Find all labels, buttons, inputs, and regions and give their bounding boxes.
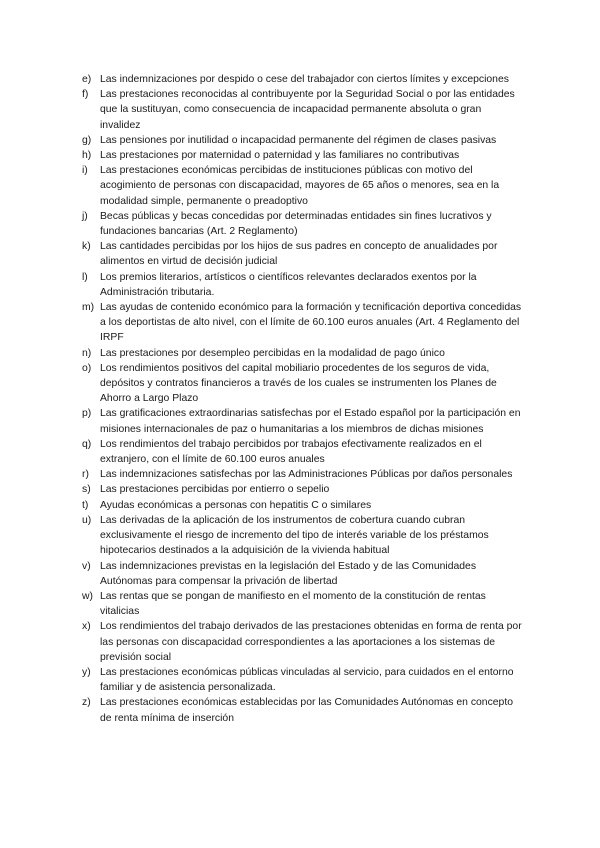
list-item-text: Las prestaciones reconocidas al contribuyente por la Seguridad Social o por las entidades que la sustituyan, como consecuencia de incapacidad permanente absoluta o gran invalidez xyxy=(100,89,515,131)
list-item-marker: l) xyxy=(82,271,88,283)
list-item-text: Ayudas económicas a personas con hepatitis C o similares xyxy=(100,499,372,511)
list-item xyxy=(82,270,522,300)
list-item xyxy=(82,163,522,209)
list-item xyxy=(82,209,522,239)
list-item xyxy=(82,695,522,725)
list-item xyxy=(82,589,522,619)
list-item-marker: v) xyxy=(82,560,91,572)
list-item-text: Las indemnizaciones por despido o cese del trabajador con ciertos límites y excepciones xyxy=(100,74,509,85)
list-item xyxy=(82,513,522,559)
list-item-marker: k) xyxy=(82,241,91,253)
list-item-marker: j) xyxy=(82,210,88,222)
list-item-marker: w) xyxy=(82,590,93,602)
list-item-marker: m) xyxy=(82,302,95,314)
list-item xyxy=(82,619,522,665)
list-item xyxy=(82,665,522,695)
list-item-marker: h) xyxy=(82,150,92,162)
list-item-marker: o) xyxy=(82,362,92,374)
list-item xyxy=(82,467,522,482)
list-item-text: Las prestaciones económicas públicas vinculadas al servicio, para cuidados en el entorno familiar y de asistencia personalizada. xyxy=(100,666,514,694)
list-item xyxy=(82,498,522,513)
list-item-text: Las pensiones por inutilidad o incapacidad permanente del régimen de clases pasivas xyxy=(100,134,497,146)
list-item-text: Las ayudas de contenido económico para la formación y tecnificación deportiva concedidas a los deportistas de alto nivel, con el límite de 60.100 euros anuales (Art. 4 Reglamento del IRPF xyxy=(100,302,522,344)
list-item-text: Los premios literarios, artísticos o científicos relevantes declarados exentos por la Administración tributaria. xyxy=(100,271,477,298)
list-item-text: Becas públicas y becas concedidas por determinadas entidades sin fines lucrativos y fundaciones bancarias (Art. 2 Reglamento) xyxy=(100,210,492,238)
list-item xyxy=(82,482,522,497)
list-item xyxy=(82,437,522,467)
list-item-text: Los rendimientos positivos del capital mobiliario procedentes de los seguros de vida, depósitos y contratos financieros a través de los cuales se instrumenten los Planes de Ahorro a Largo Plazo xyxy=(100,362,497,405)
list-item-marker: t) xyxy=(82,499,89,511)
list-item-marker: s) xyxy=(82,484,91,496)
list-item-marker: z) xyxy=(82,697,91,709)
list-item-text: Las indemnizaciones satisfechas por las Administraciones Públicas por daños personales xyxy=(100,469,513,481)
list-item-text: Las prestaciones por desempleo percibidas en la modalidad de pago único xyxy=(100,347,445,359)
list-item-text: Las gratificaciones extraordinarias satisfechas por el Estado español por la participación en misiones internacionales de paz o humanitarias a los miembros de dichas misiones xyxy=(100,408,521,435)
list-item-text: Las prestaciones económicas percibidas de instituciones públicas con motivo del acogimiento de personas con discapacidad, mayores de 65 años o menores, sea en la modalidad simple, permanente o preadoptivo xyxy=(100,165,500,207)
list-item xyxy=(82,148,522,163)
list-item-marker: n) xyxy=(82,347,92,359)
list-item-marker: g) xyxy=(82,134,92,146)
list-item-text: Las indemnizaciones previstas en la legislación del Estado y de las Comunidades Autónomas para compensar la privación de libertad xyxy=(100,560,477,587)
list-item xyxy=(82,559,522,589)
list-item xyxy=(82,87,522,133)
list-item-marker: x) xyxy=(82,621,91,633)
list-item-text: Las prestaciones percibidas por entierro o sepelio xyxy=(100,484,330,496)
list-item-text: Las prestaciones económicas establecidas por las Comunidades Autónomas en concepto de renta mínima de inserción xyxy=(100,697,513,724)
list-item xyxy=(82,133,522,148)
list-item-marker: i) xyxy=(82,165,88,177)
exemptions-list xyxy=(82,72,522,726)
list-item-text: Las rentas que se pongan de manifiesto en el momento de la constitución de rentas vitalicias xyxy=(100,590,486,618)
list-item xyxy=(82,346,522,361)
list-item-text: Las derivadas de la aplicación de los instrumentos de cobertura cuando cubran exclusivamente el riesgo de incremento del tipo de interés variable de los préstamos hipotecarios destinados a la adquisición de la vivienda habitual xyxy=(100,514,489,557)
list-item-text: Los rendimientos del trabajo percibidos por trabajos efectivamente realizados en el extranjero, con el límite de 60.100 euros anuales xyxy=(100,438,482,466)
list-item xyxy=(82,72,522,87)
list-item xyxy=(82,300,522,346)
list-item-text: Las cantidades percibidas por los hijos de sus padres en concepto de anualidades por alimentos en virtud de decisión judicial xyxy=(100,241,498,268)
list-item xyxy=(82,239,522,269)
list-item-text: Los rendimientos del trabajo derivados de las prestaciones obtenidas en forma de renta por las personas con discapacidad correspondientes a las aportaciones a los sistemas de previsión social xyxy=(100,621,522,663)
list-item xyxy=(82,406,522,436)
list-item-marker: r) xyxy=(82,469,89,481)
list-item-text: Las prestaciones por maternidad o paternidad y las familiares no contributivas xyxy=(100,150,460,162)
list-item xyxy=(82,361,522,407)
list-item-marker: f) xyxy=(82,89,89,101)
list-item-marker: e) xyxy=(82,74,92,85)
list-item-marker: y) xyxy=(82,666,91,678)
list-item-marker: p) xyxy=(82,408,92,420)
list-item-marker: u) xyxy=(82,514,92,526)
list-item-marker: q) xyxy=(82,438,92,450)
